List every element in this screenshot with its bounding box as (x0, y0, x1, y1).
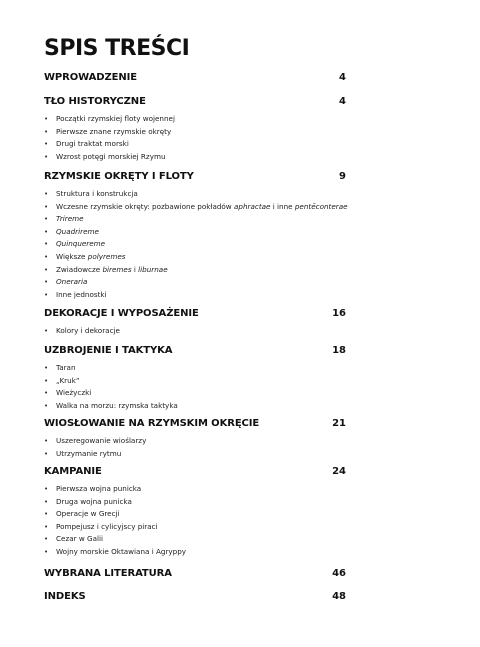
toc-subitem[interactable] (44, 151, 346, 164)
toc-subitem[interactable] (44, 289, 346, 302)
toc-page-number: 9 (339, 171, 346, 182)
toc-subitem-label: Wzrost potęgi morskiej Rzymu (56, 151, 166, 161)
toc-subitem[interactable] (44, 126, 346, 139)
toc-page-number: 18 (332, 345, 346, 356)
bullet-icon: • (44, 190, 49, 198)
toc-subitem-label: Struktura i konstrukcja (56, 189, 138, 198)
toc-subitem[interactable] (44, 362, 346, 375)
bullet-icon: • (44, 485, 49, 493)
bullet-icon: • (44, 522, 49, 531)
page-title: SPIS TREŚCI (44, 36, 190, 61)
toc-subitem-label: Kolory i dekoracje (56, 326, 120, 335)
bullet-icon: • (44, 497, 49, 506)
toc-subitem-italic-term: polyremes (87, 251, 126, 261)
toc-heading-row (44, 72, 346, 86)
bullet-icon: • (44, 140, 49, 149)
toc-subitem[interactable] (44, 375, 346, 388)
toc-heading[interactable]: INDEKS (44, 591, 86, 602)
toc-subitem-italic-term: Trireme (56, 214, 84, 224)
toc-heading[interactable]: RZYMSKIE OKRĘTY I FLOTY (44, 171, 194, 182)
toc-subitem[interactable] (44, 521, 346, 534)
toc-subitem-italic-term: Quadrireme (56, 226, 99, 236)
toc-heading-row (44, 466, 346, 480)
bullet-icon: • (44, 389, 49, 398)
toc-subitem[interactable] (44, 251, 346, 264)
toc-subitem-label: i (131, 264, 139, 274)
bullet-icon: • (44, 290, 49, 299)
toc-subitem-label: Pierwsze znane rzymskie okręty (56, 126, 172, 136)
toc-subitem[interactable] (44, 226, 346, 239)
toc-heading[interactable]: UZBROJENIE I TAKTYKA (44, 345, 173, 356)
toc-subitem[interactable] (44, 435, 346, 448)
bullet-icon: • (44, 376, 49, 385)
bullet-icon: • (44, 547, 49, 556)
toc-subitem[interactable] (44, 400, 346, 413)
toc-section-uzbrojenie[interactable] (44, 345, 346, 412)
bullet-icon: • (44, 115, 49, 123)
bullet-icon: • (44, 215, 49, 224)
toc-page-number: 4 (339, 72, 346, 83)
toc-subitem[interactable] (44, 496, 346, 509)
toc-heading-row (44, 591, 346, 605)
toc-subitem-list (44, 113, 346, 163)
toc-subitem[interactable] (44, 264, 346, 277)
toc-subitem-label: Utrzymanie rytmu (56, 448, 122, 458)
toc-section-indeks[interactable] (44, 591, 346, 605)
toc-page-number: 4 (339, 96, 346, 107)
toc-subitem-list (44, 483, 346, 559)
toc-subitem[interactable] (44, 325, 346, 338)
toc-subitem[interactable] (44, 213, 346, 226)
toc-subitem-label: Walka na morzu: rzymska taktyka (56, 400, 178, 410)
toc-subitem-label: i inne (270, 201, 295, 211)
toc-page-number: 16 (332, 308, 346, 319)
toc-subitem-label: Zwiadowcze (56, 264, 103, 274)
bullet-icon: • (44, 202, 49, 211)
bullet-icon: • (44, 327, 49, 335)
toc-heading[interactable]: TŁO HISTORYCZNE (44, 96, 146, 107)
toc-subitem-label: Pompejusz i cylicyjscy piraci (56, 521, 158, 531)
toc-heading-row (44, 96, 346, 110)
bullet-icon: • (44, 252, 49, 261)
toc-section-wioslowanie[interactable] (44, 418, 346, 460)
toc-section-dekoracje[interactable] (44, 308, 346, 338)
toc-subitem[interactable] (44, 448, 346, 461)
toc-subitem-italic-term: aphractae (233, 201, 271, 211)
toc-subitem[interactable] (44, 546, 346, 559)
toc-subitem-list (44, 188, 346, 301)
bullet-icon: • (44, 364, 49, 372)
toc-section-wprowadzenie[interactable] (44, 72, 346, 86)
toc-subitem-label: Wczesne rzymskie okręty: pozbawione pokładów (56, 201, 234, 211)
toc-subitem-label: Wojny morskie Oktawiana i Agryppy (56, 546, 187, 556)
bullet-icon: • (44, 401, 49, 410)
toc-heading[interactable]: WYBRANA LITERATURA (44, 568, 172, 579)
toc-subitem-italic-term: pentēconterae (294, 201, 348, 211)
toc-subitem[interactable] (44, 387, 346, 400)
toc-subitem-italic-term: biremes (102, 264, 132, 274)
toc-subitem-label: „Kruk” (56, 375, 80, 385)
toc-page-number: 48 (332, 591, 346, 602)
toc-subitem-label: Większe (56, 251, 88, 261)
toc-heading-row (44, 418, 346, 432)
toc-heading[interactable]: WIOSŁOWANIE NA RZYMSKIM OKRĘCIE (44, 418, 260, 429)
toc-subitem-label: Drugi traktat morski (56, 139, 129, 149)
toc-section-rzymskie-okrety[interactable] (44, 171, 346, 301)
toc-subitem-italic-term: Quinquereme (56, 239, 106, 249)
toc-subitem[interactable] (44, 188, 346, 201)
toc-subitem-list (44, 435, 346, 460)
toc-section-wybrana-literatura[interactable] (44, 568, 346, 582)
toc-subitem[interactable] (44, 113, 346, 126)
toc-page-number: 21 (332, 418, 346, 429)
toc-page-number: 46 (332, 568, 346, 579)
bullet-icon: • (44, 240, 49, 249)
toc-subitem[interactable] (44, 238, 346, 251)
toc-heading-row (44, 568, 346, 582)
bullet-icon: • (44, 265, 49, 274)
toc-section-tlo-historyczne[interactable] (44, 96, 346, 163)
bullet-icon: • (44, 127, 49, 136)
toc-subitem[interactable] (44, 138, 346, 151)
toc-heading-row (44, 308, 346, 322)
bullet-icon: • (44, 510, 49, 519)
bullet-icon: • (44, 535, 49, 544)
toc-subitem[interactable] (44, 533, 346, 546)
bullet-icon: • (44, 437, 49, 445)
toc-subitem-label: Uszeregowanie wioślarzy (56, 436, 147, 445)
toc-heading[interactable]: WPROWADZENIE (44, 72, 137, 83)
toc-subitem[interactable] (44, 201, 346, 214)
toc-subitem-list (44, 325, 346, 338)
toc-subitem-label: Wieżyczki (56, 388, 92, 398)
toc-subitem-label: Operacje w Grecji (56, 509, 120, 519)
toc-subitem[interactable] (44, 276, 346, 289)
toc-subitem-italic-term: Oneraria (56, 277, 88, 287)
bullet-icon: • (44, 278, 49, 287)
bullet-icon: • (44, 227, 49, 236)
bullet-icon: • (44, 449, 49, 458)
toc-subitem[interactable] (44, 508, 346, 521)
bullet-icon: • (44, 152, 49, 161)
toc-subitem-label: Druga wojna punicka (56, 496, 132, 506)
toc-subitem[interactable] (44, 483, 346, 496)
toc-heading[interactable]: DEKORACJE I WYPOSAŻENIE (44, 308, 199, 319)
toc-section-kampanie[interactable] (44, 466, 346, 559)
toc-subitem-label: Taran (56, 363, 76, 372)
toc-subitem-label: Pierwsza wojna punicka (56, 484, 142, 493)
toc-heading-row (44, 171, 346, 185)
toc-heading-row (44, 345, 346, 359)
toc-subitem-italic-term: liburnae (138, 264, 168, 274)
toc-heading[interactable]: KAMPANIE (44, 466, 102, 477)
toc-page-number: 24 (332, 466, 346, 477)
toc-subitem-label: Inne jednostki (56, 289, 107, 299)
toc-subitem-label: Cezar w Galii (56, 534, 103, 544)
toc-subitem-list (44, 362, 346, 412)
toc-subitem-label: Początki rzymskiej floty wojennej (56, 114, 175, 123)
